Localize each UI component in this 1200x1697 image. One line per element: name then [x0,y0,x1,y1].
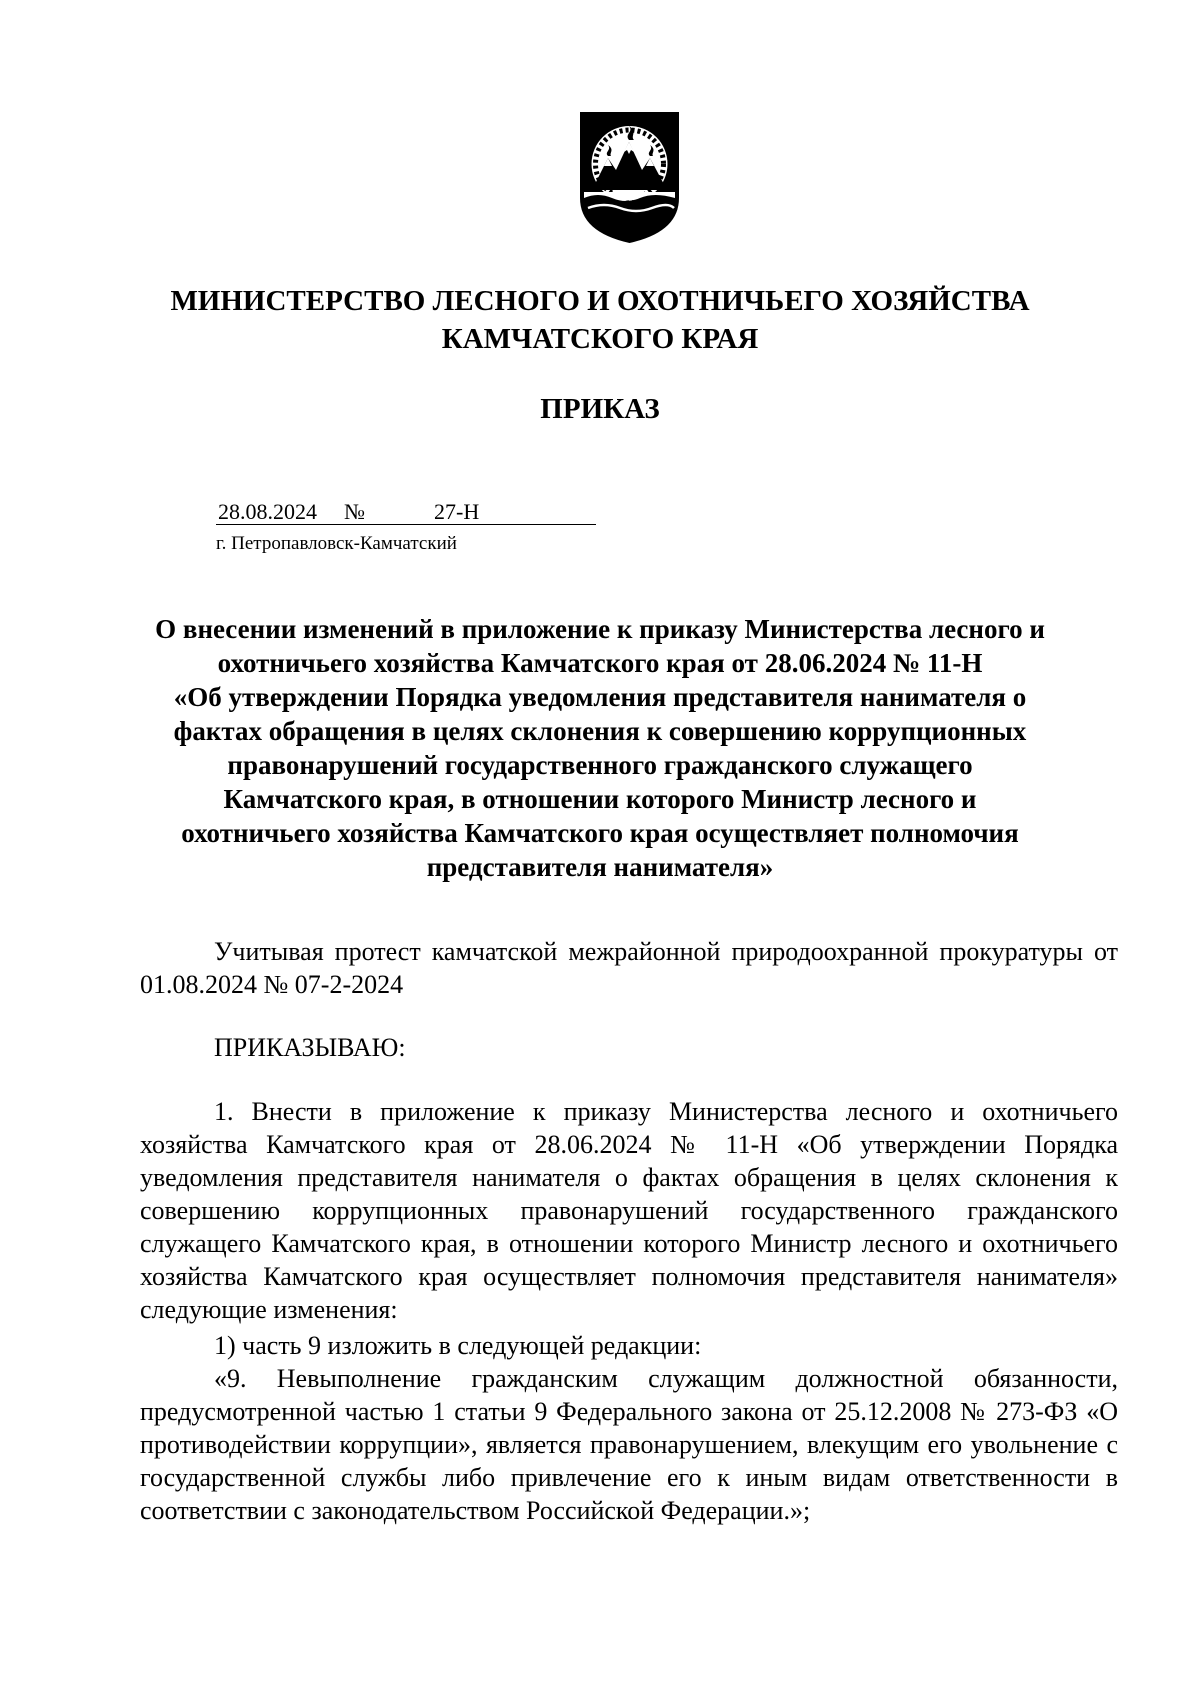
order-word: ПРИКАЗЫВАЮ: [214,1033,406,1062]
subject-line: правонарушений государственного гражданского служащего [227,750,973,780]
ministry-name-line-2: КАМЧАТСКОГО КРАЯ [441,323,759,355]
coat-of-arms-icon [578,112,681,243]
document-subject [150,612,1050,884]
subject-line: О внесении изменений в приложение к приказу Министерства лесного и [155,614,1045,644]
ministry-name-line-1: МИНИСТЕРСТВО ЛЕСНОГО И ОХОТНИЧЬЕГО ХОЗЯЙСТВА [170,285,1030,317]
subitem-1-paragraph: 1) часть 9 изложить в следующей редакции: [214,1331,702,1360]
subject-line: Камчатского края, в отношении которого Министр лесного и [223,784,977,814]
document-date: 28.08.2024 [218,499,317,524]
subject-line: охотничьего хозяйства Камчатского края от 28.06.2024 № 11-Н [217,648,983,678]
number-sign: № [344,499,365,524]
kamchatka-coat-of-arms-emblem [578,112,681,243]
item-1-paragraph: 1. Внести в приложение к приказу Министерства лесного и охотничьего хозяйства Камчатского края от 28.06.2024 № 11-Н «Об утверждении Порядка уведомления представителя нанимателя о фактах обращения в целях склонения к совершению коррупционных правонарушений государственного гражданского служащего Камчатского края, в отношении которого Министр лесного и охотничьего хозяйства Камчатского края осуществляет полномочия представителя нанимателя» следующие изменения: [140,1097,1118,1324]
document-city: г. Петропавловск-Камчатский [216,533,457,554]
subject-line: охотничьего хозяйства Камчатского края осуществляет полномочия [181,818,1019,848]
document-number: 27-Н [434,499,480,524]
part-9-new-text-paragraph: «9. Невыполнение гражданским служащим должностной обязанности, предусмотренной частью 1 статьи 9 Федерального закона от 25.12.2008 № 273-ФЗ «О противодействии коррупции», является правонарушением, влекущим его увольнение с государственной службы либо привлечение его к иным видам ответственности в соответствии с законодательством Российской Федерации.»; [140,1364,1118,1525]
subject-line: представителя нанимателя» [426,852,774,882]
subject-line: фактах обращения в целях склонения к совершению коррупционных [173,716,1027,746]
ministry-name [150,282,1050,358]
registration-line [216,498,596,528]
protest-paragraph: Учитывая протест камчатской межрайонной природоохранной прокуратуры от 01.08.2024 № 07-2-2024 [140,937,1118,999]
subject-line: «Об утверждении Порядка уведомления представителя нанимателя о [173,682,1027,712]
document-type-heading: ПРИКАЗ [540,393,660,425]
